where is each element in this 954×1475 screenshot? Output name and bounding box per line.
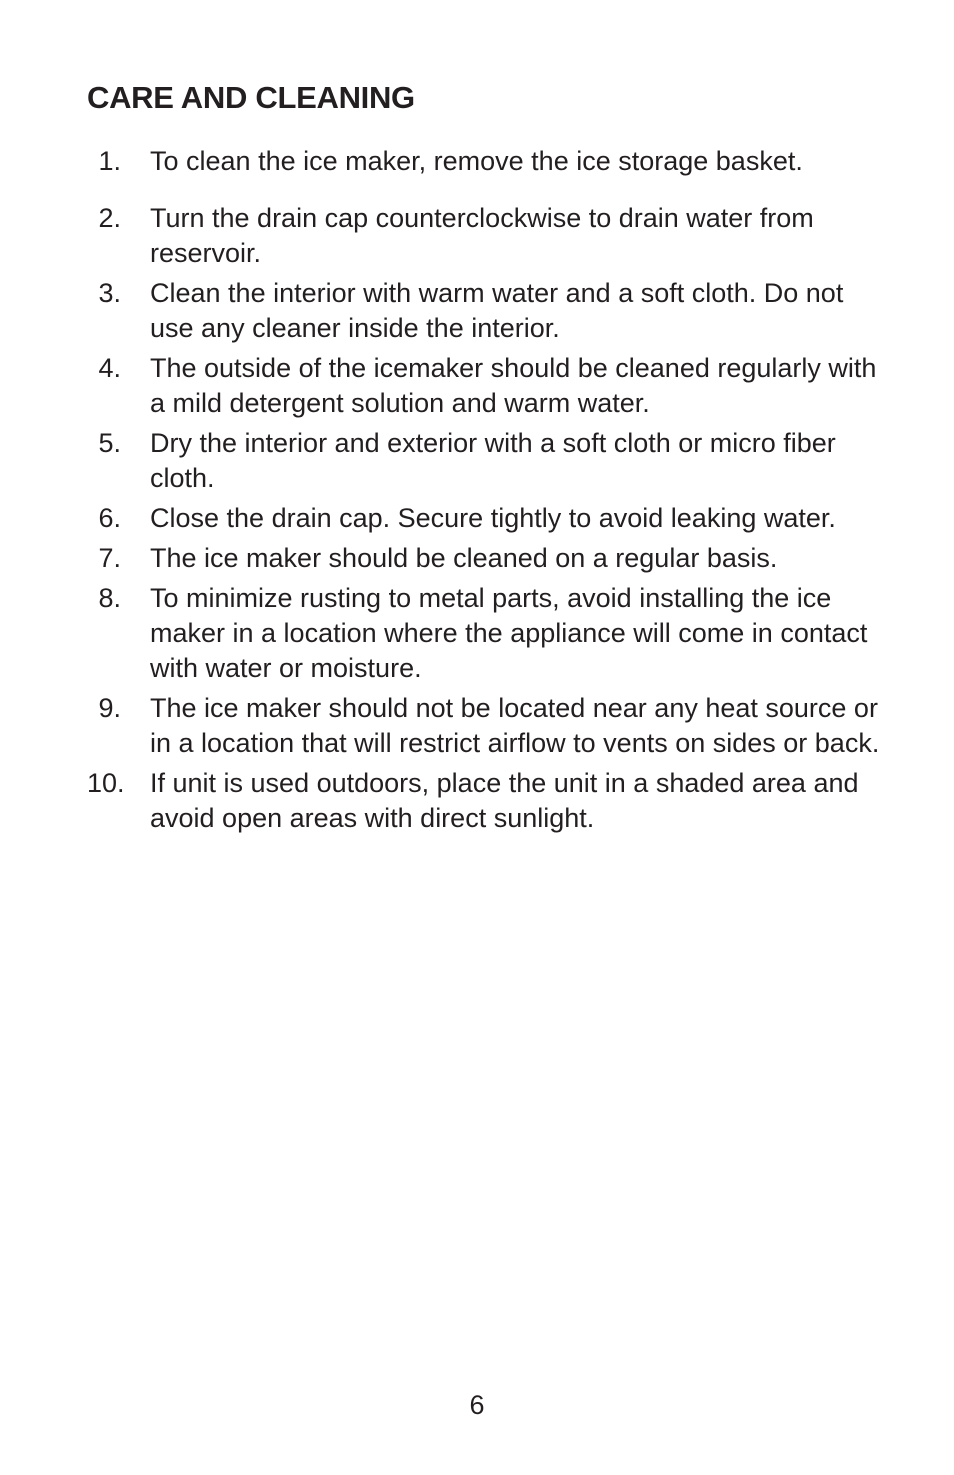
list-item	[87, 351, 887, 421]
step-text: To minimize rusting to metal parts, avoid installing the ice maker in a location where the appliance will come in contact with water or moisture.	[150, 583, 868, 683]
step-number: 5.	[98, 428, 121, 458]
step-number: 1.	[98, 146, 121, 176]
list-item	[87, 691, 887, 761]
step-text: The ice maker should not be located near any heat source or in a location that will restrict airflow to vents on sides or back.	[150, 693, 880, 758]
list-item	[87, 426, 887, 496]
list-item	[87, 541, 887, 576]
step-text: The outside of the icemaker should be cleaned regularly with a mild detergent solution and warm water.	[150, 353, 877, 418]
step-text: To clean the ice maker, remove the ice storage basket.	[150, 146, 803, 176]
section-heading: CARE AND CLEANING	[87, 80, 415, 115]
step-text: Dry the interior and exterior with a soft cloth or micro fiber cloth.	[150, 428, 836, 493]
list-item	[87, 581, 887, 686]
step-text: Close the drain cap. Secure tightly to avoid leaking water.	[150, 503, 836, 533]
step-number: 10.	[87, 768, 125, 798]
list-item	[87, 201, 887, 271]
step-number: 3.	[98, 278, 121, 308]
step-text: The ice maker should be cleaned on a regular basis.	[150, 543, 778, 573]
page-number: 6	[469, 1390, 485, 1420]
step-number: 2.	[98, 203, 121, 233]
step-number: 9.	[98, 693, 121, 723]
cleaning-steps-list	[87, 144, 887, 841]
list-item	[87, 276, 887, 346]
list-item	[87, 766, 887, 836]
step-text: If unit is used outdoors, place the unit in a shaded area and avoid open areas with direct sunlight.	[150, 768, 859, 833]
step-number: 4.	[98, 353, 121, 383]
step-number: 8.	[98, 583, 121, 613]
step-number: 6.	[98, 503, 121, 533]
list-item	[87, 144, 887, 179]
step-text: Clean the interior with warm water and a soft cloth. Do not use any cleaner inside the interior.	[150, 278, 844, 343]
step-text: Turn the drain cap counterclockwise to drain water from reservoir.	[150, 203, 814, 268]
step-number: 7.	[98, 543, 121, 573]
list-item	[87, 501, 887, 536]
